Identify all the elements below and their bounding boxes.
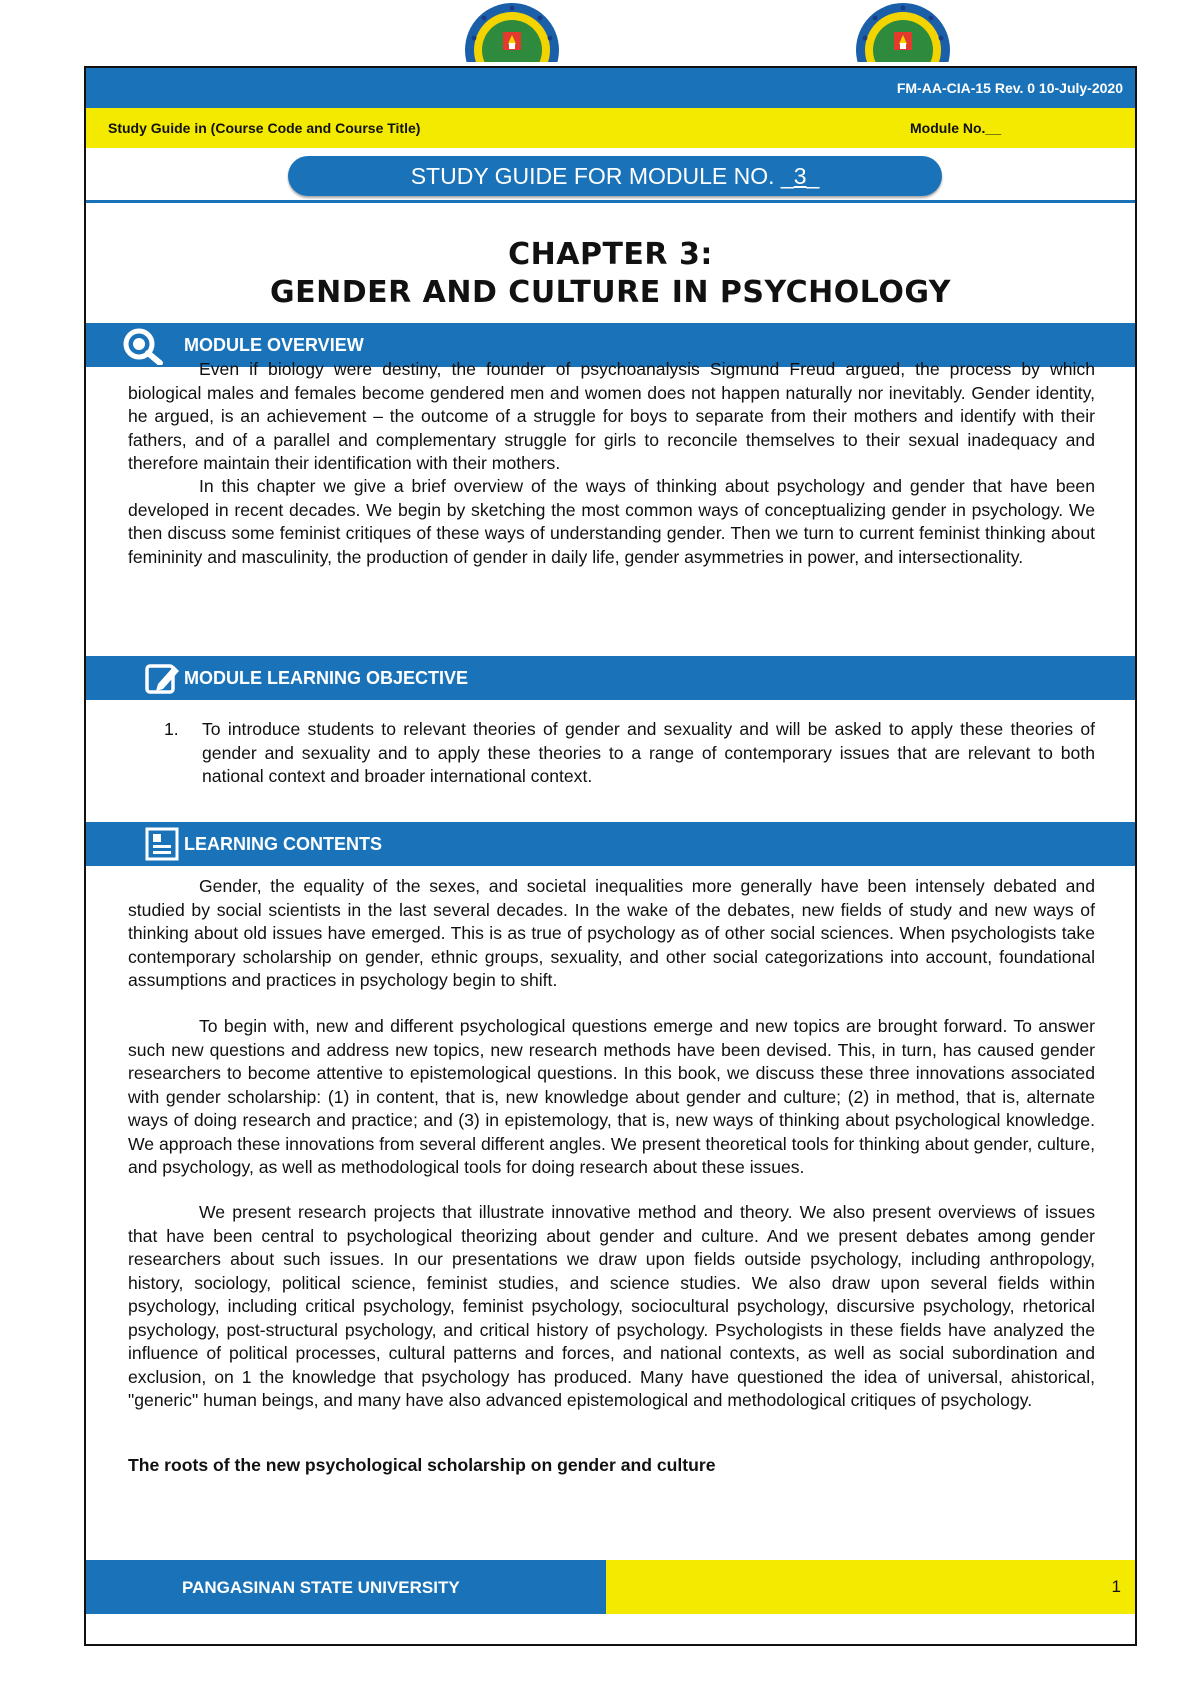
section-contents-header — [86, 822, 1135, 866]
footer-page-bar — [606, 1560, 1135, 1614]
contents-paragraph: We present research projects that illustrate innovative method and theory. We also present overviews of issues that have been central to psychological theorizing about gender and culture. And we present debates among gender researchers about such issues. In our presentations we draw upon fields outside psychology, including anthropology, history, sociology, political science, feminist studies, and science studies. We also draw upon several fields within psychology, including critical psychology, feminist psychology, sociocultural psychology, discursive psychology, rhetorical psychology, post-structural psychology, and critical history of psychology. Psychologists in these fields have analyzed the influence of political processes, cultural patterns and forces, and national contexts, as well as social subordination and exclusion, on 1 the knowledge that psychology has produced. Many have questioned the idea of universal, ahistorical, "generic" human beings, and many have also advanced epistemological and methodological critiques of psychology. — [128, 1202, 1095, 1410]
section-objective-header — [86, 656, 1135, 700]
overview-paragraph: Even if biology were destiny, the founder of psychoanalysis Sigmund Freud argued, the process by which biological males and females become gendered men and women does not happen naturally nor inevitably. Gender identity, he argued, is an achievement – the outcome of a struggle for boys to separate from their mothers and identify with their fathers, and of a parallel and complementary struggle for girls to reconcile themselves to their sexual inadequacy and therefore maintain their identification with their mothers. — [128, 359, 1095, 473]
objective-text: To introduce students to relevant theories of gender and sexuality and will be asked to apply these theories of gender and sexuality and to apply these theories to a range of contemporary issues that are relevant to both national context and broader international context. — [202, 719, 1095, 786]
contents-paragraph: To begin with, new and different psychological questions emerge and new topics are brought forward. To answer such new questions and address new topics, new research methods have been devised. This, in turn, has caused gender researchers to become attentive to epistemological questions. In this book, we discuss these three innovations associated with gender scholarship: (1) in content, that is, new knowledge about gender and culture; (2) in method, that is, alternate ways of doing research and practice; and (3) in epistemology, that is, new ways of thinking about psychological knowledge. We approach these innovations from several different angles. We present theoretical tools for thinking about gender, culture, and psychology, as well as methodological tools for doing research about these issues. — [128, 1016, 1095, 1177]
university-seal-logo-left — [464, 2, 560, 62]
form-code: FM-AA-CIA-15 Rev. 0 10-July-2020 — [896, 80, 1123, 96]
module-banner-suffix: _ — [806, 162, 820, 189]
university-seal-logo-right — [855, 2, 951, 62]
banner-divider — [86, 200, 1135, 203]
page-number: 1 — [1111, 1577, 1121, 1596]
study-guide-bar — [86, 108, 1135, 148]
section-overview-title: MODULE OVERVIEW — [184, 335, 364, 355]
section-subheading: The roots of the new psychological scholarship on gender and culture — [128, 1455, 716, 1475]
overview-paragraph: In this chapter we give a brief overview of the ways of thinking about psychology and gender that have been developed in recent decades. We begin by sketching the most common ways of conceptualizing gender in psychology. We then discuss some feminist critiques of these ways of understanding gender. Then we turn to current feminist thinking about femininity and masculinity, the production of gender in daily life, gender asymmetries in power, and intersectionality. — [128, 476, 1095, 567]
chapter-title: GENDER AND CULTURE IN PSYCHOLOGY — [269, 275, 952, 310]
page-frame — [84, 66, 1137, 1646]
study-guide-label: Study Guide in (Course Code and Course Title) — [108, 120, 421, 136]
module-banner-prefix: STUDY GUIDE FOR MODULE NO. _ — [410, 162, 794, 189]
chapter-number: CHAPTER 3: — [508, 237, 713, 272]
form-code-bar — [86, 68, 1135, 108]
university-name: PANGASINAN STATE UNIVERSITY — [182, 1578, 460, 1597]
footer-university-bar — [86, 1560, 606, 1614]
module-no-label: Module No.__ — [910, 120, 1002, 136]
module-banner-number: 3 — [793, 162, 807, 189]
section-objective-title: MODULE LEARNING OBJECTIVE — [184, 668, 469, 688]
objective-number: 1. — [164, 719, 179, 739]
pencil-box-icon — [144, 660, 182, 701]
contents-paragraph: Gender, the equality of the sexes, and societal inequalities more generally have been intensely debated and studied by social scientists in the last several decades. In the wake of the debates, new fields of study and new ways of thinking about old issues have emerged. This is as true of psychology as of other social sciences. When psychologists take contemporary scholarship on gender, ethnic groups, sexuality, and other social categorizations into account, foundational assumptions and practices in psychology begin to shift. — [128, 876, 1095, 990]
section-contents-title: LEARNING CONTENTS — [184, 834, 382, 854]
document-icon — [144, 826, 180, 867]
module-banner — [288, 156, 942, 196]
